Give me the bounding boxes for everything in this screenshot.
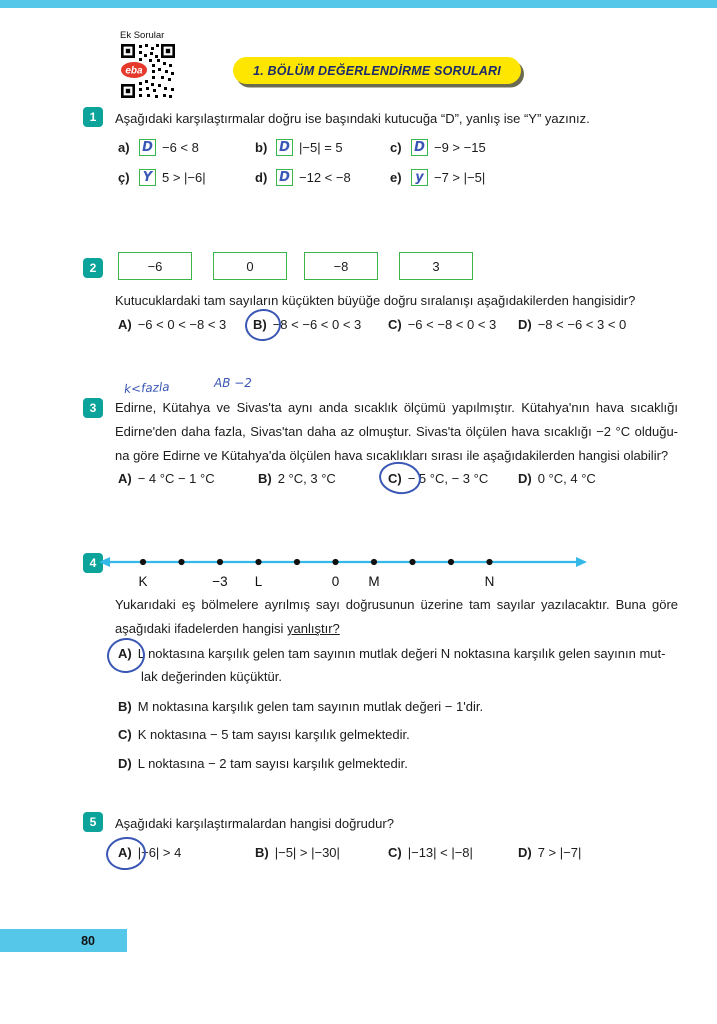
question-1-prompt: Aşağıdaki karşılaştırmalar doğru ise başındaki kutucuğa “D”, yanlış ise “Y” yazınız. [115,111,590,126]
option-text: |−13| < |−8| [407,845,473,860]
option-label: B) [253,317,267,332]
handwritten-answer: D [279,139,290,155]
answer-box [139,169,156,186]
option-text: 7 > |−7| [537,845,582,860]
q3-text-line: na göre Edirne ve Kütahya'da ölçülen hava sıcaklıkları sırası ile aşağıdakilerden hangisi olabilir? [115,448,669,463]
q3-option-d [518,471,596,486]
option-text: M noktasına karşılık gelen tam sayının mutlak değeri − 1'dir. [137,699,484,714]
left-arrow-icon [99,557,110,567]
point-label-N: N [484,574,495,589]
answer-box [411,139,428,156]
option-label: B) [258,471,272,486]
handwritten-answer: D [142,139,153,155]
item-label: e) [390,169,402,185]
pen-circle-answer-b [243,307,283,343]
q4-text-line: Yukarıdaki eş bölmelere ayrılmış sayı doğrusunun üzerine tam sayılar yazılacaktır. Buna göre [115,597,678,612]
number-box: 0 [213,252,287,280]
comparison-expression: −12 < −8 [299,169,351,185]
chapter-banner: 1. BÖLÜM DEĞERLENDİRME SORULARI [233,57,521,84]
section-header: Ek Sorular [120,30,165,41]
option-text: K noktasına − 5 tam sayısı karşılık gelmektedir. [137,727,410,742]
q1-item-c [390,137,486,157]
q1-item-d [255,167,351,187]
question-2-prompt: Kutucuklardaki tam sayıların küçükten büyüğe doğru sıralanışı aşağıdakilerden hangisidir? [115,293,636,308]
q4-option-d [118,756,408,771]
number-box: −8 [304,252,378,280]
option-label: A) [118,317,132,332]
q2-option-c [388,317,496,332]
option-label: A) [118,471,132,486]
q4-option-c [118,727,410,742]
number-box: −6 [118,252,192,280]
pen-circle-answer-a [104,835,148,873]
point-label-0: 0 [331,574,340,589]
option-label: D) [518,471,532,486]
comparison-expression: |−5| = 5 [299,139,343,155]
answer-box [411,169,428,186]
item-label: c) [390,139,402,155]
option-label: D) [518,845,532,860]
q3-option-a [118,471,215,486]
pen-circle-answer-c [377,459,423,497]
comparison-expression: −9 > −15 [434,139,486,155]
comparison-expression: −6 < 8 [162,139,199,155]
handwritten-answer: D [279,169,290,185]
q4-option-a [118,646,665,661]
comparison-expression: 5 > |−6| [162,169,206,185]
option-label: B) [118,699,132,714]
q3-text-line: Edirne, Kütahya ve Sivas'ta aynı anda sıcaklık ölçümü yapılmıştır. Kütahya'nın hava sıcaklığı [115,400,678,415]
option-label: D) [518,317,532,332]
option-text: L noktasına karşılık gelen tam sayının mutlak değeri N noktasına karşılık gelen sayının mut- [137,646,666,661]
option-text: − 4 °C − 1 °C [137,471,215,486]
answer-box [276,169,293,186]
option-text: |−6| > 4 [137,845,182,860]
comparison-expression: −7 > |−5| [434,169,486,185]
handwritten-answer: Y [142,169,153,185]
option-text: −8 < −6 < 3 < 0 [537,317,627,332]
number-line [98,548,588,590]
svg-text:eba: eba [125,65,143,77]
option-text: 0 °C, 4 °C [537,471,596,486]
option-text: −6 < −8 < 0 < 3 [407,317,497,332]
item-label: d) [255,169,268,185]
point-label-M: M [368,574,380,589]
question-3-badge: 3 [83,398,103,418]
q4-option-b [118,699,483,714]
underlined-word: yanlıştır? [287,621,340,636]
option-label: C) [388,317,402,332]
option-label: A) [118,845,132,860]
option-text: −8 < −6 < 0 < 3 [272,317,362,332]
point-label-L: L [254,574,263,589]
handwritten-note: k<fazla [123,379,170,397]
answer-box [276,139,293,156]
answer-box [139,139,156,156]
q5-option-b [255,845,340,860]
q1-item-b [255,137,343,157]
item-label: b) [255,139,268,155]
q1-item-a [118,137,199,157]
option-text: L noktasına − 2 tam sayısı karşılık gelmektedir. [137,756,408,771]
eba-logo [121,62,148,79]
page-number-bar [0,929,127,952]
option-label: C) [388,471,402,486]
q2-option-a [118,317,226,332]
option-label: D) [118,756,132,771]
number-box: 3 [399,252,473,280]
question-1-badge: 1 [83,107,103,127]
q3-text-line: Edirne'den daha fazla, Sivas'tan daha az olmuştur. Sivas'ta ölçülen hava sıcaklığı −2 °C olduğu- [115,424,678,439]
handwritten-answer: y [415,169,424,185]
right-arrow-icon [576,557,587,567]
q4-option-a-line2: lak değerinden küçüktür. [141,669,282,684]
page-number: 80 [81,933,95,948]
point-label-minus3: −3 [212,574,228,589]
q4-line2-prefix: aşağıdaki ifadelerden hangisi [115,621,288,636]
q5-option-c [388,845,473,860]
option-text: |−5| > |−30| [274,845,340,860]
option-text: −6 < 0 < −8 < 3 [137,317,227,332]
point-label-K: K [138,574,148,589]
handwritten-answer: D [414,139,425,155]
question-2-badge: 2 [83,258,103,278]
option-label: C) [118,727,132,742]
question-5-badge: 5 [83,812,103,832]
q5-option-d [518,845,581,860]
q4-text-line [115,621,678,636]
option-label: A) [118,646,132,661]
question-4-badge: 4 [83,553,103,573]
q2-option-d [518,317,626,332]
option-label: C) [388,845,402,860]
option-label: B) [255,845,269,860]
handwritten-note: AB −2 [214,376,252,390]
q1-item-cc [118,167,206,187]
q3-option-b [258,471,336,486]
q1-item-e [390,167,485,187]
question-5-prompt: Aşağıdaki karşılaştırmalardan hangisi doğrudur? [115,816,394,831]
top-cyan-bar [0,0,717,8]
qr-code [119,42,177,100]
option-text: − 5 °C, − 3 °C [407,471,489,486]
option-text: 2 °C, 3 °C [277,471,336,486]
item-label: a) [118,139,130,155]
item-label: ç) [118,169,130,185]
